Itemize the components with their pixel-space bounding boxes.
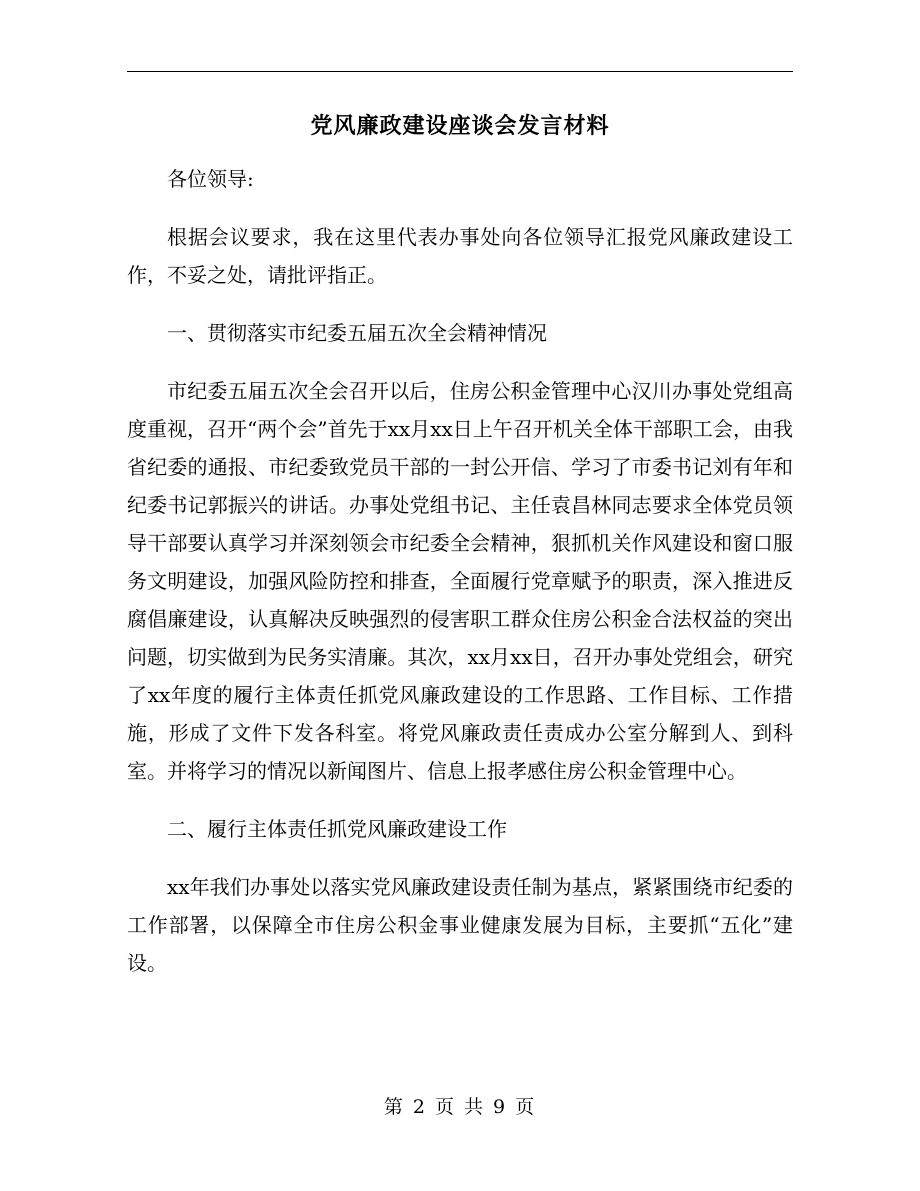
section-heading-2: 二、履行主体责任抓党风廉政建设工作: [167, 817, 507, 841]
body-paragraph: xx年我们办事处以落实党风廉政建设责任制为基点，紧紧围绕市纪委的工作部署，以保障全市住房公积金事业健康发展为目标，主要抓“五化”建设。: [127, 875, 793, 975]
intro-paragraph: 根据会议要求，我在这里代表办事处向各位领导汇报党风廉政建设工作，不妥之处，请批评指正。: [127, 225, 793, 287]
header-rule: [127, 71, 793, 72]
document-title: 党风廉政建设座谈会发言材料: [310, 113, 610, 139]
page-number: 第 2 页 共 9 页: [383, 1096, 537, 1118]
section-heading-1: 一、贯彻落实市纪委五届五次全会精神情况: [167, 321, 547, 345]
document-body: [127, 160, 793, 1002]
salutation: 各位领导:: [167, 167, 254, 191]
body-paragraph: 市纪委五届五次全会召开以后，住房公积金管理中心汉川办事处党组高度重视，召开“两个会”首先于xx月xx日上午召开机关全体干部职工会，由我省纪委的通报、市纪委致党员干部的一封公开信、学习了市委书记刘有年和纪委书记郭振兴的讲话。办事处党组书记、主任袁昌林同志要求全体党员领导干部要认真学习并深刻领会市纪委全会精神，狠抓机关作风建设和窗口服务文明建设，加强风险防控和排查，全面履行党章赋予的职责，深入推进反腐倡廉建设，认真解决反映强烈的侵害职工群众住房公积金合法权益的突出问题，切实做到为民务实清廉。其次，xx月xx日，召开办事处党组会，研究了xx年度的履行主体责任抓党风廉政建设的工作思路、工作目标、工作措施，形成了文件下发各科室。将党风廉政责任责成办公室分解到人、到科室。并将学习的情况以新闻图片、信息上报孝感住房公积金管理中心。: [127, 379, 793, 783]
